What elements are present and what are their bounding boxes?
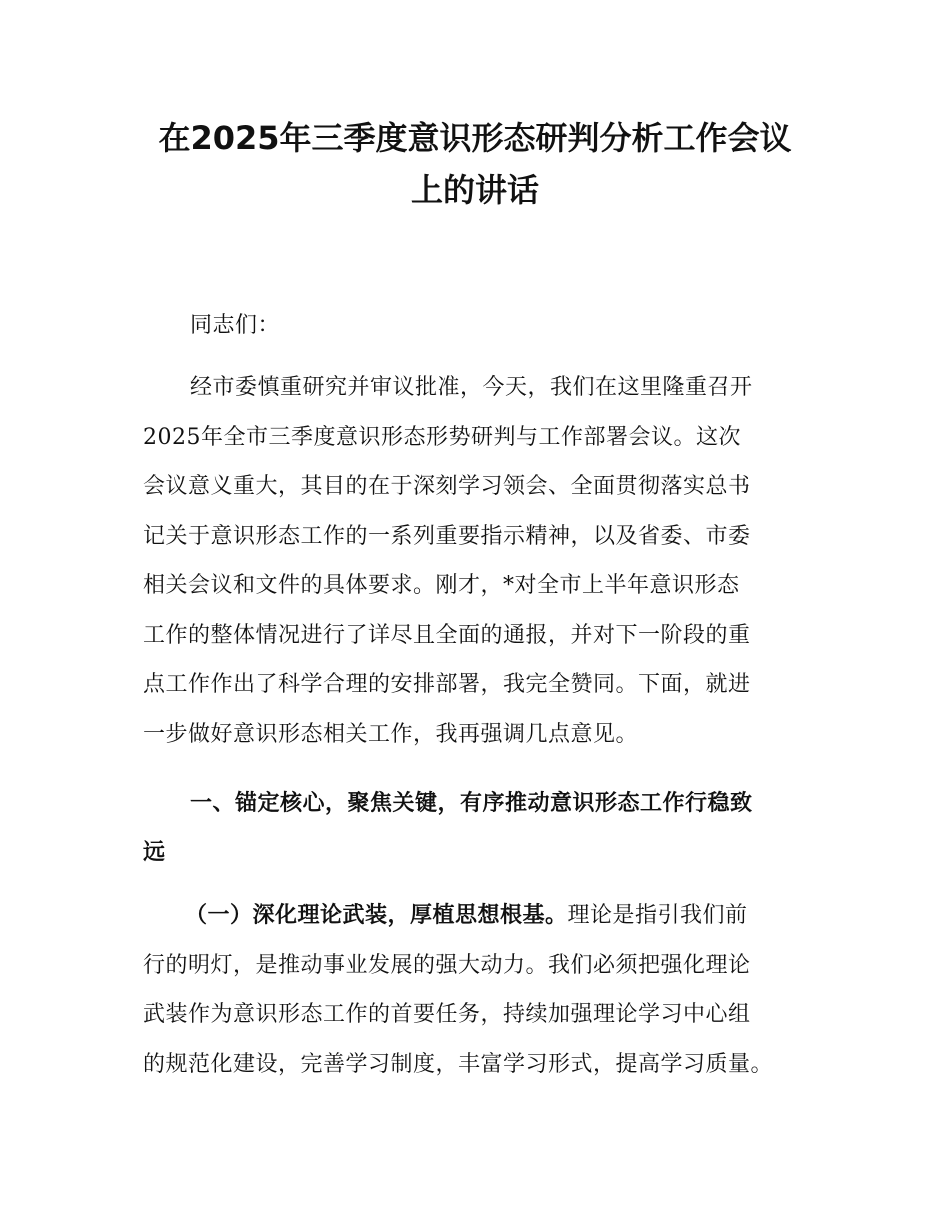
- subheading: （一）深化理论武装，厚植思想根基。: [185, 903, 568, 928]
- para1-line: 经市委慎重研究并审议批准，今天，我们在这里隆重召开: [190, 375, 753, 400]
- para1-line: 会议意义重大，其目的在于深刻学习领会、全面贯彻落实总书: [143, 474, 751, 499]
- title-line-1: 在2025年三季度意识形态研判分析工作会议: [158, 119, 792, 157]
- title-line-2: 上的讲话: [410, 171, 539, 209]
- para2-line: 的规范化建设，完善学习制度，丰富学习形式，提高学习质量。: [143, 1052, 774, 1077]
- para1-line: 2025年全市三季度意识形态形势研判与工作部署会议。这次: [143, 425, 741, 450]
- para1-line: 点工作作出了科学合理的安排部署，我完全赞同。下面，就进: [143, 672, 751, 697]
- para1-line: 工作的整体情况进行了详尽且全面的通报，并对下一阶段的重: [143, 623, 751, 648]
- salutation: 同志们：: [190, 313, 281, 338]
- para2-line-tail: 理论是指引我们前: [567, 903, 748, 928]
- para2-first-line: [185, 901, 748, 931]
- para2-line: 行的明灯，是推动事业发展的强大动力。我们必须把强化理论: [143, 953, 751, 978]
- para1-line: 记关于意识形态工作的一系列重要指示精神，以及省委、市委: [143, 524, 751, 549]
- section-heading-line: 一、锚定核心，聚焦关键，有序推动意识形态工作行稳致: [190, 791, 753, 816]
- para2-line: 武装作为意识形态工作的首要任务，持续加强理论学习中心组: [143, 1002, 751, 1027]
- para1-line: 一步做好意识形态相关工作，我再强调几点意见。: [143, 722, 639, 747]
- section-heading-line: 远: [143, 840, 166, 865]
- para1-line: 相关会议和文件的具体要求。刚才，*对全市上半年意识形态: [143, 573, 740, 598]
- document-title: [0, 112, 950, 216]
